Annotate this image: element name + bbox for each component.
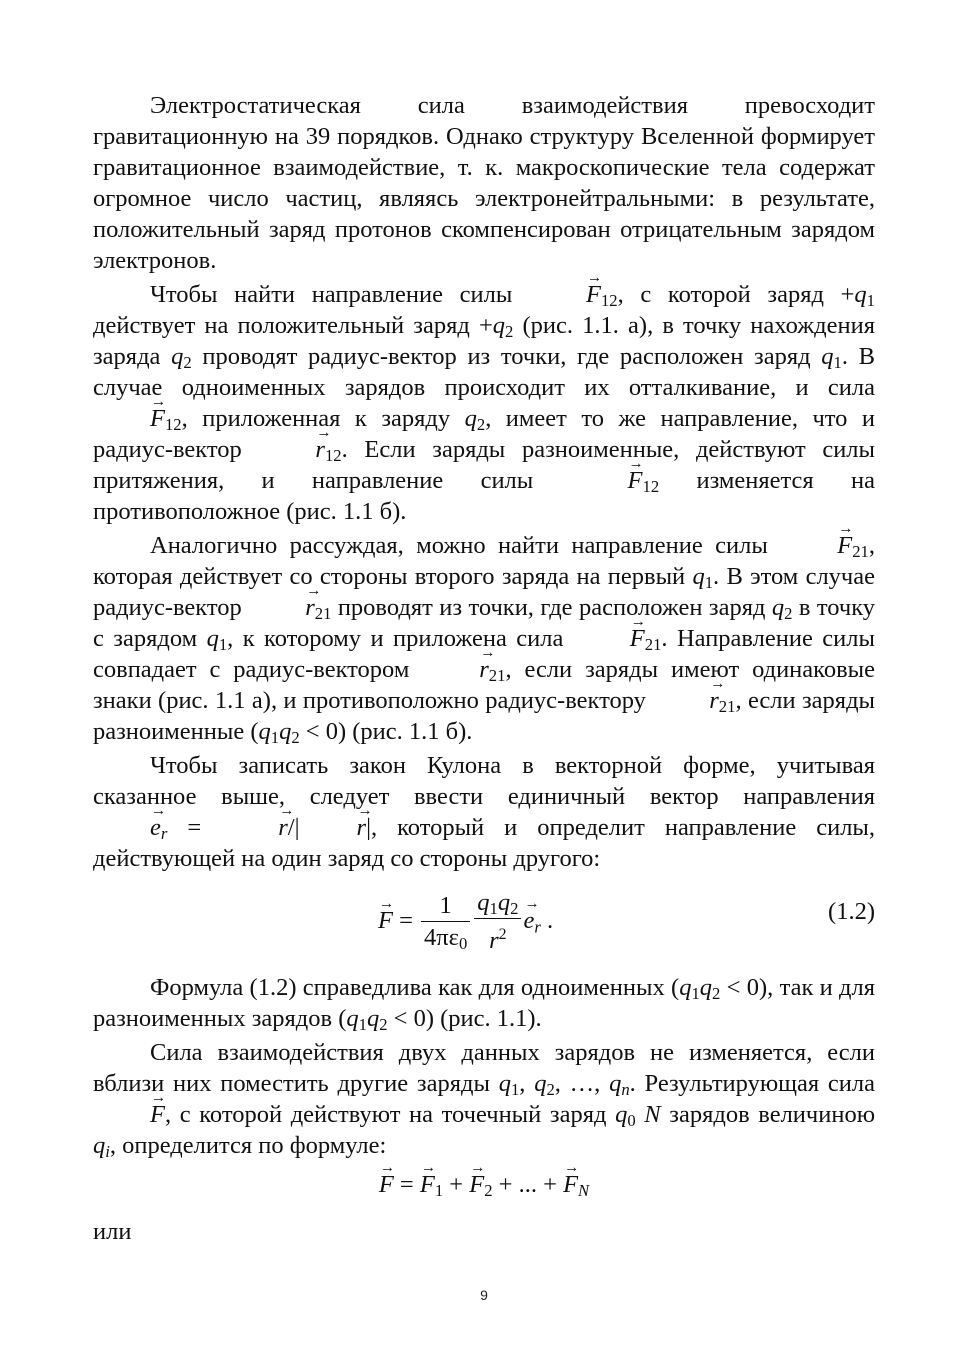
charge-plus-q1: $+q_1$ — [840, 281, 875, 311]
paragraph-6: Сила взаимодействия двух данных зарядов не изменяется, если вблизи них поместить другие заряды $q_1$, $q_2$, …, $q_n$. Результирующая сила → F, с которой действуют на точечный заряд $q_0$ N зарядов величиною $q_i$, определится по формуле: — [93, 1037, 875, 1161]
page-number: 9 — [480, 1287, 488, 1303]
radius-vector-r12: → $r_{12}$ — [258, 436, 341, 463]
charges-list: $q_1$, $q_2$, …, $q_n$ — [498, 1070, 630, 1100]
unit-vector-er: → $e_r$ = → r/|→ r| — [93, 814, 371, 841]
superposition-formula: → F = → $F_1$ + → $F_2$ + ... + → $F_N$ — [93, 1169, 875, 1200]
force-f12: → $F_{12}$ — [529, 281, 618, 308]
paragraph-1: Электростатическая сила взаимодействия превосходит гравитационную на 39 порядков. Однако структуру Вселенной формирует гравитационное взаимодействие, т. к. макроскопические тела содержат огромное число частиц, являясь электронейтральными: в результате, положительный заряд протонов скомпенсирован отрицательным зарядом электронов. — [93, 92, 875, 274]
charge-q2: $q_2$ — [492, 312, 514, 342]
radius-vector-r21: → $r_{21}$ — [248, 594, 331, 621]
paragraph-3: Аналогично рассуждая, можно найти направление силы → $F_{21}$, которая действует со стороны второго заряда на первый $q_1$. В этом случае радиус-вектор → $r_{21}$ проводят из точки, где расположен заряд $q_2$ в точку с зарядом $q_1$, к которому и приложена сила → $F_{21}$. Направление силы совпадает с радиус-вектором → $r_{21}$, если заряды имеют одинаковые знаки (рис. 1.1 а), и противоположно радиус-вектору → $r_{21}$, если заряды разноименные $(q_1q_2 < 0)$ (рис. 1.1 б). — [93, 530, 875, 747]
force-f21: → $F_{21}$ — [780, 532, 869, 559]
coulomb-law-formula — [93, 880, 875, 958]
paragraph-4: Чтобы записать закон Кулона в векторной форме, учитывая сказанное выше, следует ввести единичный вектор направления → $e_r$ = → r/|→ r|, который и определит направление силы, действующей на один заряд со стороны другого: — [93, 750, 875, 874]
paragraph-2: Чтобы найти направление силы → $F_{12}$, с которой заряд $+q_1$ действует на положительный заряд $+q_2$ (рис. 1.1. а), в точку нахождения заряда $q_2$ проводят радиус-вектор из точки, где расположен заряд $q_1$. В случае одноименных зарядов происходит их отталкивание, и сила → $F_{12}$, приложенная к заряду $q_2$, имеет то же направление, что и радиус-вектор → $r_{12}$. Если заряды разноименные, действуют силы притяжения, и направление силы → $F_{12}$ изменяется на противоположное (рис. 1.1 б). — [93, 279, 875, 527]
equation-number: (1.2) — [828, 898, 875, 925]
paragraph-7: или — [93, 1218, 132, 1245]
formula-1-2-expression: → F = $\frac{1}{4\pi\varepsilon_0}$ $\frac{q_1q_2}{r^2}$ → $e_r$ . — [378, 888, 553, 957]
body-text — [93, 90, 875, 1250]
paragraph-5: Формула (1.2) справедлива как для одноименных $(q_1q_2 < 0)$, так и для разноименных зарядов $(q_1q_2 < 0)$ (рис. 1.1). — [93, 974, 876, 1035]
